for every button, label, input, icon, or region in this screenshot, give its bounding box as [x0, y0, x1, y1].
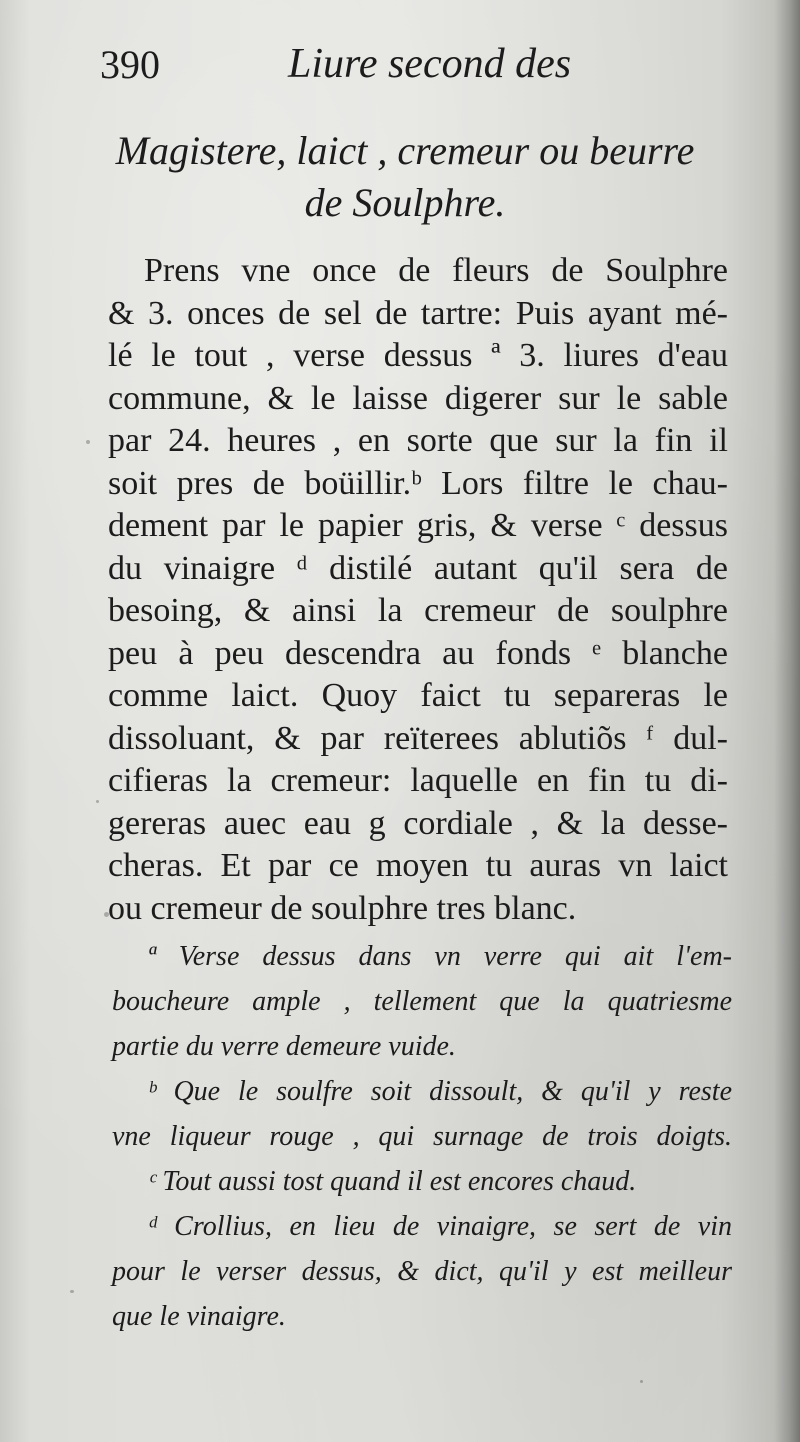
page-number: 390 [100, 42, 160, 87]
text-line: & 3. onces de sel de tartre: Puis ayant mé- [108, 294, 728, 332]
main-text [108, 250, 728, 930]
text-line: Prens vne once de fleurs de Soulphre [144, 252, 728, 289]
marginal-notes [112, 934, 732, 1339]
note-line: que le vinaigre. [112, 1301, 286, 1332]
note-line: vne liqueur rouge , qui surnage de trois doigts. [112, 1121, 732, 1152]
text-line: peu à peu descendra au fonds ᵉ blanche [108, 634, 728, 672]
text-line: soit pres de boüillir.ᵇ Lors filtre le chau- [108, 464, 728, 502]
text-line: ou cremeur de soulphre tres blanc. [108, 889, 577, 927]
text-line: gereras auec eau g cordiale , & la desse- [108, 804, 728, 842]
note-line: ᵇ Que le soulfre soit dissoult, & qu'il y reste [148, 1076, 732, 1107]
text-line: cifieras la cremeur: laquelle en fin tu di- [108, 762, 728, 799]
paper-speck [96, 800, 99, 803]
text-line: dissoluant, & par reïterees ablutiõs ᶠ dul- [108, 719, 728, 757]
text-line: commune, & le laisse digerer sur le sable [108, 379, 728, 417]
title-line: de Soulphre. [304, 180, 506, 225]
note-line: partie du verre demeure vuide. [112, 1031, 456, 1062]
text-line: cheras. Et par ce moyen tu auras vn laict [108, 847, 728, 884]
running-head: Liure second des [288, 41, 572, 87]
paper-speck [86, 440, 90, 444]
page-header [100, 40, 572, 100]
text-line: comme laict. Quoy faict tu separeras le [108, 677, 728, 714]
title-line: Magistere, laict , cremeur ou beurre [115, 128, 695, 173]
text-line: du vinaigre ᵈ distilé autant qu'il sera de [108, 549, 728, 587]
note-line: pour le verser dessus, & dict, qu'il y est meilleur [112, 1256, 732, 1287]
text-line: dement par le papier gris, & verse ᶜ dessus [108, 507, 728, 544]
paper-speck [70, 1290, 74, 1293]
section-title [110, 125, 700, 229]
note-line: boucheure ample , tellement que la quatriesme [112, 986, 732, 1017]
paper-speck [640, 1380, 643, 1383]
note-line: ᶜ Tout aussi tost quand il est encores chaud. [148, 1166, 637, 1197]
text-line: besoing, & ainsi la cremeur de soulphre [108, 592, 728, 629]
text-line: lé le tout , verse dessus ª 3. liures d'eau [108, 337, 728, 374]
note-line: ᵈ Crollius, en lieu de vinaigre, se sert de vin [148, 1211, 732, 1242]
paper-speck [104, 912, 109, 917]
text-line: par 24. heures , en sorte que sur la fin il [108, 422, 728, 459]
note-line: ª Verse dessus dans vn verre qui ait l'em- [148, 941, 732, 972]
page-edge-shadow [774, 0, 800, 1442]
